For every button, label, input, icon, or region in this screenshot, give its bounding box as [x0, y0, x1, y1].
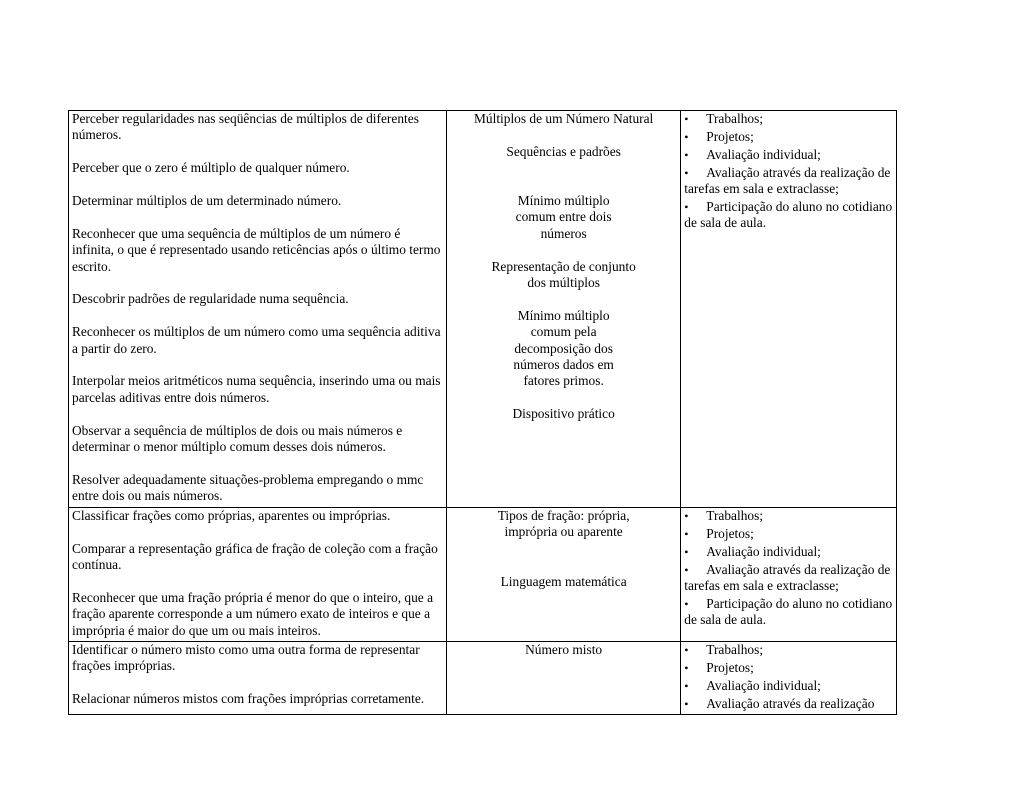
list-item: • Trabalhos; — [684, 508, 764, 523]
content-text: Linguagem matemática — [500, 573, 627, 589]
list-item: • Avaliação individual; — [684, 677, 821, 693]
bullet-icon: • — [684, 526, 689, 541]
objective-text: Reconhecer os múltiplos de um número como uma sequência aditiva a partir do zero. — [72, 324, 441, 356]
list-item: • Trabalhos; — [684, 111, 764, 126]
bullet-icon: • — [684, 509, 689, 523]
content-text: Sequências e padrões — [506, 143, 621, 159]
evaluation-list — [684, 642, 893, 712]
objective-text: Descobrir padrões de regularidade numa sequência. — [72, 291, 349, 307]
contents-cell — [447, 508, 681, 642]
bullet-icon: • — [684, 129, 689, 144]
objectives-cell — [69, 642, 447, 715]
bullet-icon: • — [684, 597, 689, 612]
list-item: • Participação do aluno no cotidiano de sala de aula. — [684, 596, 893, 628]
objectives-cell — [69, 508, 447, 642]
content-text: Tipos de fração: própria, imprópria ou aparente — [497, 508, 630, 540]
evaluation-list — [684, 111, 893, 232]
content-text: Representação de conjunto dos múltiplos — [491, 258, 636, 291]
bullet-icon: • — [684, 200, 689, 215]
content-text: Dispositivo prático — [512, 406, 615, 422]
content-text: Número misto — [525, 642, 603, 657]
objective-text: Perceber regularidades nas seqüências de múltiplos de diferentes números. — [72, 111, 419, 143]
evaluation-cell — [681, 508, 897, 642]
objective-text: Perceber que o zero é múltiplo de qualquer número. — [72, 160, 350, 176]
bullet-icon: • — [684, 660, 689, 675]
table-row — [69, 642, 897, 715]
evaluation-cell — [681, 642, 897, 715]
content-text: Múltiplos de um Número Natural — [474, 111, 654, 126]
contents-cell — [447, 642, 681, 715]
list-item: • Avaliação através da realização de tarefas em sala e extraclasse; — [684, 561, 891, 594]
bullet-icon: • — [684, 643, 689, 657]
bullet-icon: • — [684, 165, 689, 180]
objective-text: Reconhecer que uma sequência de múltiplos de um número é infinita, o que é representado usando reticências após o último termo escrito. — [72, 225, 441, 274]
contents-cell — [447, 111, 681, 508]
list-item: • Avaliação individual; — [684, 146, 821, 162]
content-text: Mínimo múltiplo comum entre dois números — [515, 193, 612, 241]
objective-text: Comparar a representação gráfica de fração de coleção com a fração contínua. — [72, 540, 438, 573]
evaluation-list — [684, 508, 893, 629]
bullet-icon: • — [684, 696, 689, 711]
objective-text: Interpolar meios aritméticos numa sequência, inserindo uma ou mais parcelas aditivas entre dois números. — [72, 373, 441, 405]
bullet-icon: • — [684, 562, 689, 577]
objectives-cell — [69, 111, 447, 508]
objective-text: Observar a sequência de múltiplos de dois ou mais números e determinar o menor múltiplo comum desses dois números. — [72, 422, 403, 455]
table-row — [69, 508, 897, 642]
bullet-icon: • — [684, 112, 689, 126]
list-item: • Avaliação individual; — [684, 543, 821, 559]
bullet-icon: • — [684, 678, 689, 693]
bullet-icon: • — [684, 544, 689, 559]
list-item: • Participação do aluno no cotidiano de sala de aula. — [684, 199, 893, 231]
list-item: • Avaliação através da realização de tarefas em sala e extraclasse; — [684, 164, 891, 197]
content-text: Mínimo múltiplo comum pela decomposição dos números dados em fatores primos. — [513, 307, 614, 389]
objective-text: Relacionar números mistos com frações impróprias corretamente. — [72, 691, 425, 707]
objective-text: Identificar o número misto como uma outra forma de representar frações impróprias. — [72, 642, 420, 674]
list-item: • Avaliação através da realização — [684, 695, 875, 711]
objective-text: Reconhecer que uma fração própria é menor do que o inteiro, que a fração aparente corresponde a um número exato de inteiros e que a imprópria é maior do que um ou mais inteiros. — [72, 590, 434, 638]
objective-text: Classificar frações como próprias, aparentes ou impróprias. — [72, 508, 391, 523]
objective-text: Determinar múltiplos de um determinado número. — [72, 193, 342, 208]
bullet-icon: • — [684, 147, 689, 162]
curriculum-table — [68, 110, 897, 715]
list-item: • Projetos; — [684, 128, 754, 144]
evaluation-cell — [681, 111, 897, 508]
list-item: • Trabalhos; — [684, 642, 764, 657]
objective-text: Resolver adequadamente situações-problema empregando o mmc entre dois ou mais números. — [72, 471, 424, 504]
list-item: • Projetos; — [684, 659, 754, 675]
table-row — [69, 111, 897, 508]
list-item: • Projetos; — [684, 525, 754, 541]
